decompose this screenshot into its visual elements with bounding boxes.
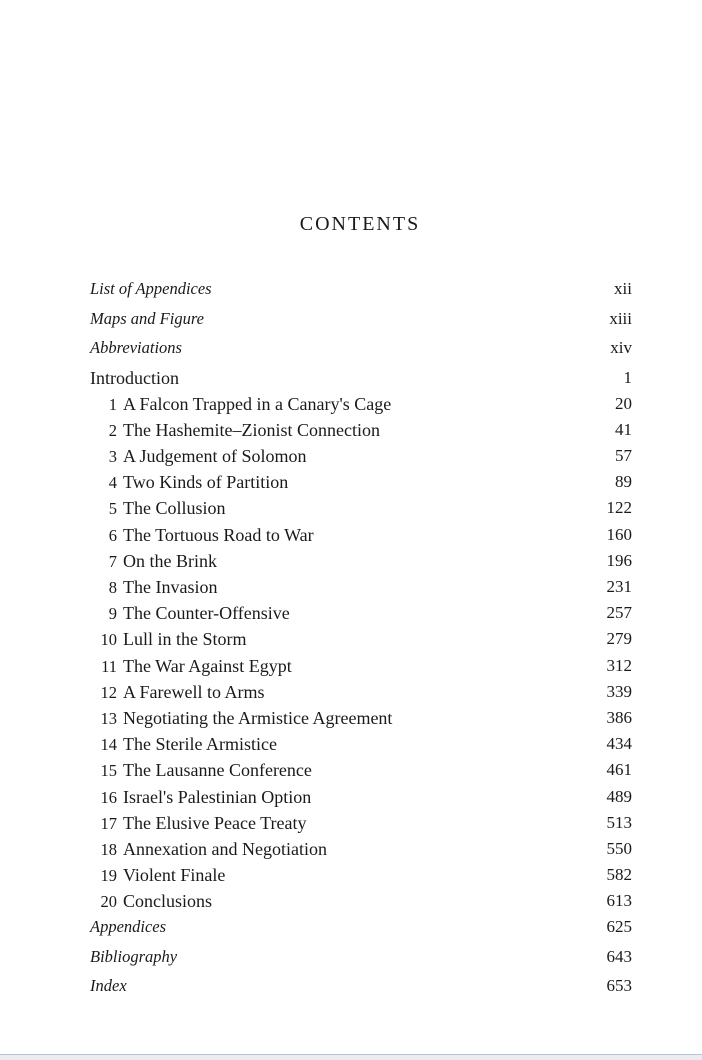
toc-entry-page: 434 — [606, 734, 632, 754]
chapter-title: The Tortuous Road to War — [123, 524, 314, 545]
chapter-title: Violent Finale — [123, 865, 226, 886]
chapter-number: 12 — [100, 682, 117, 702]
chapter-title: The Hashemite–Zionist Connection — [123, 419, 380, 440]
toc-entry-page: 489 — [606, 786, 632, 806]
chapter-number: 4 — [108, 473, 117, 493]
toc-entry-page: 1 — [623, 367, 632, 387]
toc-entry-label: Appendices — [90, 917, 167, 937]
toc-entry-page: 89 — [615, 472, 632, 492]
toc-entry-page: 312 — [606, 655, 632, 675]
chapter-number: 9 — [108, 604, 117, 624]
toc-entry-page: 20 — [615, 393, 632, 413]
toc-chapter-entry[interactable] — [90, 679, 632, 705]
toc-entry-label: Abbreviations — [90, 338, 182, 357]
chapter-number: 11 — [101, 656, 117, 676]
toc-entry-page: 339 — [606, 681, 632, 701]
toc-entry-page: 643 — [606, 946, 632, 966]
toc-entry-maps-and-figure[interactable] — [90, 306, 632, 336]
toc-entry-page: 160 — [606, 524, 632, 544]
page-title: CONTENTS — [299, 213, 421, 235]
toc-entry-page: 386 — [606, 707, 632, 727]
chapter-title: The Counter-Offensive — [123, 603, 290, 624]
toc-chapter-entry[interactable] — [90, 757, 632, 783]
chapter-number: 14 — [100, 735, 117, 755]
toc-entry-abbreviations[interactable] — [90, 335, 632, 365]
toc-chapter-entry[interactable] — [90, 784, 632, 810]
toc-entry-label: Index — [90, 976, 127, 996]
chapter-number: 15 — [100, 761, 117, 781]
viewer-bottom-edge — [0, 1054, 702, 1060]
toc-entry-page: 41 — [615, 419, 632, 439]
chapter-number: 17 — [100, 813, 117, 833]
toc-entry-page: 550 — [606, 838, 632, 858]
chapter-title: Annexation and Negotiation — [123, 838, 327, 859]
chapter-title: The Sterile Armistice — [123, 734, 277, 755]
toc-entry-page: 279 — [606, 629, 632, 649]
toc-entry-page: 613 — [606, 891, 632, 911]
table-of-contents — [90, 276, 632, 1003]
toc-entry-page: 122 — [606, 498, 632, 518]
toc-chapter-entry[interactable] — [90, 626, 632, 652]
toc-chapter-entry[interactable] — [90, 836, 632, 862]
chapter-number: 6 — [108, 525, 117, 545]
chapter-number: 8 — [108, 578, 117, 597]
toc-chapter-entry[interactable] — [90, 600, 632, 626]
toc-entry-page: 461 — [606, 760, 632, 780]
toc-entry-appendices[interactable] — [90, 914, 632, 944]
chapter-title: The Lausanne Conference — [123, 760, 312, 781]
toc-entry-page: xii — [614, 279, 632, 298]
toc-chapter-entry[interactable] — [90, 574, 632, 600]
toc-entry-page: 231 — [606, 577, 632, 596]
toc-entry-index[interactable] — [90, 973, 632, 1003]
toc-entry-page: 257 — [606, 603, 632, 623]
chapter-number: 16 — [100, 787, 117, 807]
chapter-title: Two Kinds of Partition — [123, 472, 289, 493]
toc-entry-introduction[interactable] — [90, 365, 632, 391]
toc-entry-page: 196 — [606, 550, 632, 570]
toc-entry-page: 57 — [615, 446, 632, 466]
toc-entry-list-of-appendices[interactable] — [90, 276, 632, 306]
chapter-number: 5 — [108, 499, 117, 519]
toc-entry-label: List of Appendices — [90, 279, 212, 298]
chapter-title: Conclusions — [123, 891, 213, 912]
chapter-title: A Falcon Trapped in a Canary's Cage — [123, 393, 392, 414]
chapter-title: A Judgement of Solomon — [123, 446, 307, 467]
chapter-number: 7 — [108, 551, 117, 571]
chapter-title: A Farewell to Arms — [123, 681, 265, 702]
toc-entry-label: Maps and Figure — [90, 308, 204, 328]
toc-chapter-entry[interactable] — [90, 443, 632, 469]
toc-entry-label: Bibliography — [90, 946, 178, 966]
toc-chapter-entry[interactable] — [90, 862, 632, 888]
chapter-title: The Collusion — [123, 498, 226, 519]
chapter-number: 20 — [100, 892, 117, 912]
toc-entry-page: 582 — [606, 865, 632, 885]
chapter-number: 3 — [108, 447, 117, 467]
toc-chapter-entry[interactable] — [90, 391, 632, 417]
toc-chapter-entry[interactable] — [90, 548, 632, 574]
toc-entry-page: 625 — [606, 917, 632, 937]
toc-chapter-entry[interactable] — [90, 417, 632, 443]
chapter-number: 10 — [100, 630, 117, 650]
toc-chapter-entry[interactable] — [90, 705, 632, 731]
chapter-title: The Elusive Peace Treaty — [123, 812, 307, 833]
toc-entry-page: xiii — [609, 308, 632, 328]
toc-entry-page: 513 — [606, 812, 632, 832]
chapter-title: The War Against Egypt — [123, 655, 292, 676]
toc-chapter-entry[interactable] — [90, 653, 632, 679]
toc-entry-bibliography[interactable] — [90, 944, 632, 974]
chapter-title: Negotiating the Armistice Agreement — [123, 707, 393, 728]
chapter-title: The Invasion — [123, 577, 218, 597]
chapter-number: 13 — [100, 708, 117, 728]
chapter-number: 18 — [100, 839, 117, 859]
chapter-title: On the Brink — [123, 550, 217, 571]
chapter-title: Lull in the Storm — [123, 629, 247, 650]
chapter-title: Israel's Palestinian Option — [123, 786, 312, 807]
chapter-number: 2 — [108, 420, 117, 440]
toc-chapter-entry[interactable] — [90, 810, 632, 836]
toc-chapter-entry[interactable] — [90, 495, 632, 521]
toc-chapter-entry[interactable] — [90, 522, 632, 548]
toc-entry-label: Introduction — [90, 367, 179, 388]
toc-chapter-entry[interactable] — [90, 888, 632, 914]
toc-entry-page: xiv — [610, 338, 632, 357]
toc-entry-page: 653 — [606, 976, 632, 996]
chapter-number: 1 — [108, 394, 117, 414]
chapter-number: 19 — [100, 866, 117, 886]
toc-chapter-entry[interactable] — [90, 731, 632, 757]
toc-chapter-entry[interactable] — [90, 469, 632, 495]
